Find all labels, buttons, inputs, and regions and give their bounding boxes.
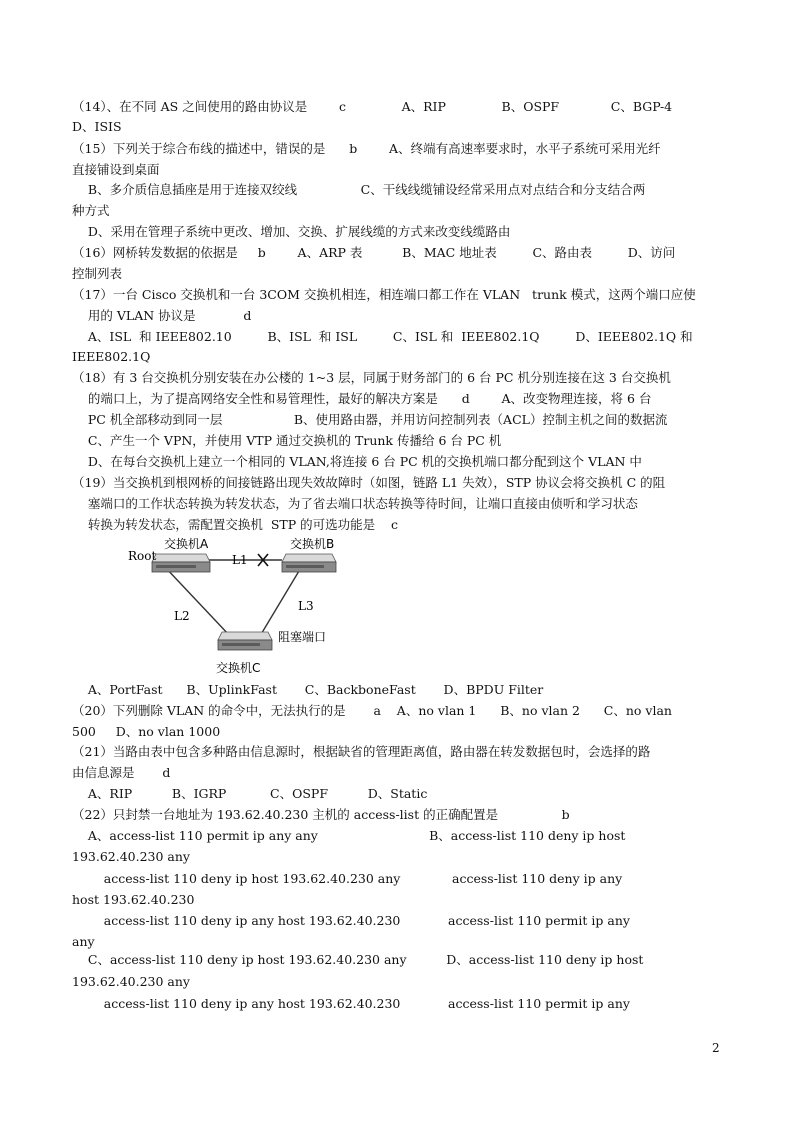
switch-b-icon <box>282 554 336 572</box>
text-line: B、多介质信息插座是用于连接双绞线 C、干线线缆铺设经常采用点对点结合和分支结合两 <box>72 182 646 197</box>
text-line: （22）只封禁一台地址为 193.62.40.230 主机的 access-list 的正确配置是 b <box>72 807 570 822</box>
text-line: D、采用在管理子系统中更改、增加、交换、扩展线缆的方式来改变线缆路由 <box>72 224 511 239</box>
link-l3-label: L3 <box>298 599 314 613</box>
text-line: （14）、在不同 AS 之间使用的路由协议是 c A、RIP B、OSPF C、BGP-4 <box>72 99 673 114</box>
text-line: access-list 110 deny ip host 193.62.40.230 any access-list 110 deny ip any <box>72 871 623 886</box>
text-line: C、access-list 110 deny ip host 193.62.40.230 any D、access-list 110 deny ip host <box>72 952 644 967</box>
switch-a-label: 交换机A <box>164 537 209 551</box>
link-l3-line <box>260 566 302 636</box>
text-line: 193.62.40.230 any <box>72 849 190 864</box>
text-line: 由信息源是 d <box>72 765 171 780</box>
text-line: （20）下列删除 VLAN 的命令中，无法执行的是 a A、no vlan 1 B、no vlan 2 C、no vlan <box>72 703 672 718</box>
text-line: 193.62.40.230 any <box>72 974 190 989</box>
text-line: （21）当路由表中包含多种路由信息源时，根据缺省的管理距离值，路由器在转发数据包时，会选择的路 <box>72 744 651 759</box>
link-l1-label: L1 <box>232 553 248 567</box>
text-line: 500 D、no vlan 1000 <box>72 724 221 739</box>
text-line: access-list 110 deny ip any host 193.62.40.230 access-list 110 permit ip any <box>72 913 630 928</box>
text-line: 直接铺设到桌面 <box>72 162 160 177</box>
switch-b-label: 交换机B <box>290 537 335 551</box>
text-line: host 193.62.40.230 <box>72 892 195 907</box>
stp-topology-diagram <box>120 534 370 682</box>
text-line: C、产生一个 VPN，并使用 VTP 通过交换机的 Trunk 传播给 6 台 PC 机 <box>72 433 502 448</box>
page-number: 2 <box>712 1041 720 1055</box>
text-line: A、RIP B、IGRP C、OSPF D、Static <box>72 786 428 801</box>
text-line: A、access-list 110 permit ip any any B、access-list 110 deny ip host <box>72 828 626 843</box>
text-line: access-list 110 deny ip any host 193.62.40.230 access-list 110 permit ip any <box>72 996 630 1011</box>
text-line: IEEE802.1Q <box>72 349 151 364</box>
blocked-port-label: 阻塞端口 <box>278 630 327 644</box>
switch-a-icon <box>152 554 210 572</box>
text-line: 转换为转发状态，需配置交换机 STP 的可选功能是 c <box>72 517 399 532</box>
text-line: 塞端口的工作状态转换为转发状态，为了省去端口状态转换等待时间，让端口直接由侦听和学习状态 <box>72 496 638 511</box>
text-line: PC 机全部移动到同一层 B、使用路由器，并用访问控制列表（ACL）控制主机之间的数据流 <box>72 412 668 427</box>
root-label: Root <box>128 549 157 563</box>
text-line: 用的 VLAN 协议是 d <box>72 308 252 323</box>
text-line: 的端口上，为了提高网络安全性和易管理性，最好的解决方案是 d A、改变物理连接，将 6 台 <box>72 391 652 406</box>
text-line: （16）网桥转发数据的依据是 b A、ARP 表 B、MAC 地址表 C、路由表 D、访问 <box>72 245 676 260</box>
text-line: （18）有 3 台交换机分别安装在办公楼的 1~3 层，同属于财务部门的 6 台 PC 机分别连接在这 3 台交换机 <box>72 370 671 385</box>
topology-svg <box>120 534 370 682</box>
link-l2-line <box>164 566 230 636</box>
text-line: A、ISL 和 IEEE802.10 B、ISL 和 ISL C、ISL 和 IEEE802.1Q D、IEEE802.1Q 和 <box>72 329 693 344</box>
text-line: （17）一台 Cisco 交换机和一台 3COM 交换机相连，相连端口都工作在 VLAN trunk 模式，这两个端口应使 <box>72 287 696 302</box>
text-line: 种方式 <box>72 203 110 218</box>
text-line: any <box>72 934 95 949</box>
text-line: （15）下列关于综合布线的描述中，错误的是 b A、终端有高速率要求时，水平子系统可采用光纤 <box>72 141 661 156</box>
text-line: 控制列表 <box>72 266 123 281</box>
switch-c-icon <box>218 632 272 650</box>
text-line: （19）当交换机到根网桥的间接链路出现失效故障时（如图，链路 L1 失效），STP 协议会将交换机 C 的阻 <box>72 475 666 490</box>
text-line: A、PortFast B、UplinkFast C、BackboneFast D、BPDU Filter <box>72 682 544 697</box>
text-line: D、ISIS <box>72 119 122 134</box>
text-line: D、在每台交换机上建立一个相同的 VLAN,将连接 6 台 PC 机的交换机端口都分配到这个 VLAN 中 <box>72 454 642 469</box>
switch-c-label: 交换机C <box>216 661 261 675</box>
link-l2-label: L2 <box>174 609 190 623</box>
